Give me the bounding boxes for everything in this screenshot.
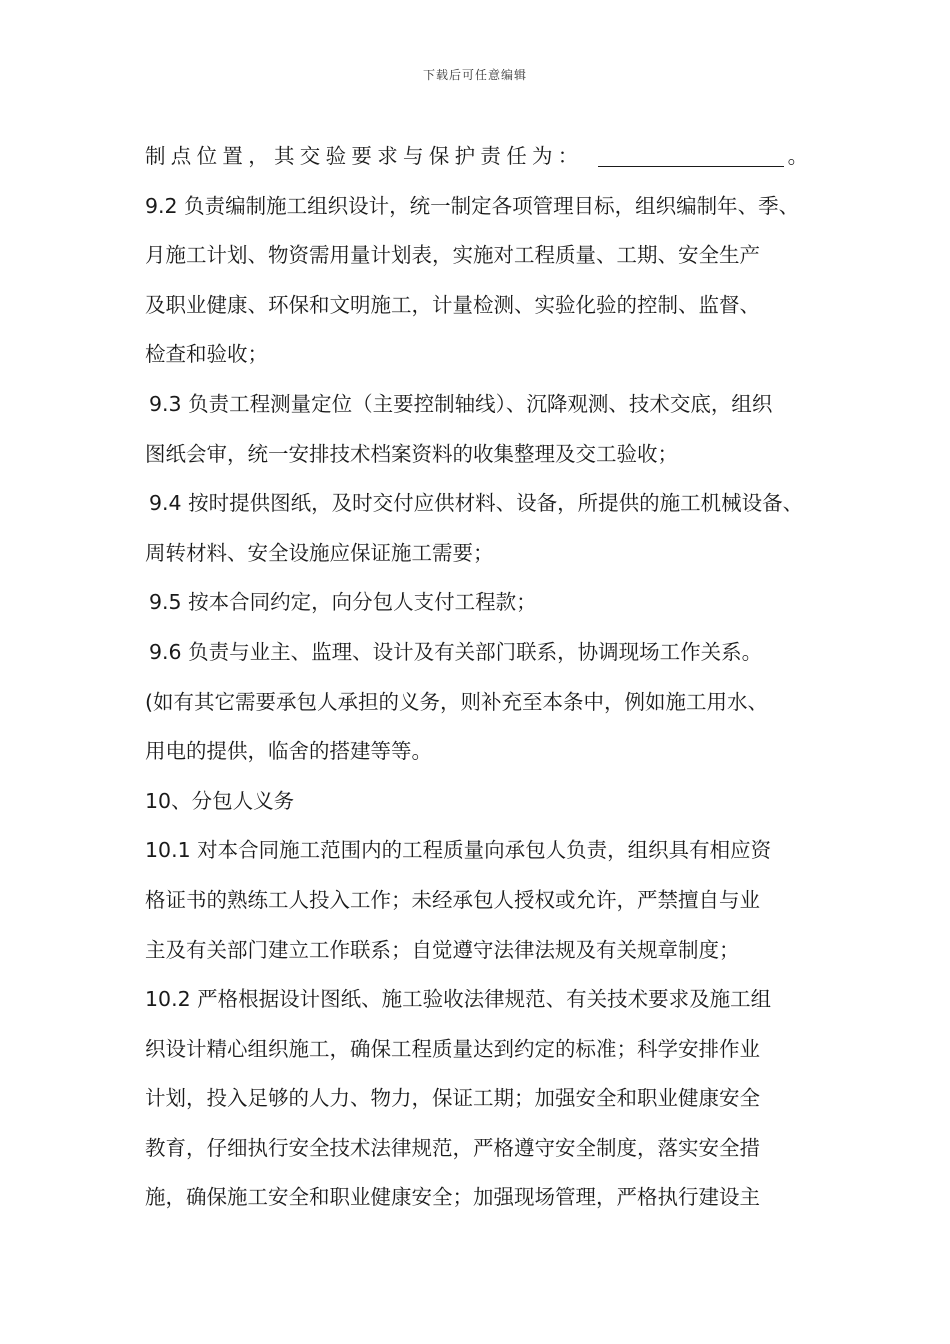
text-line-19: 织设计精心组织施工，确保工程质量达到约定的标准；科学安排作业 <box>145 1036 760 1061</box>
page-header: 下载后可任意编辑 <box>422 68 527 82</box>
text-line-21: 教育，仔细执行安全技术法律规范，严格遵守安全制度，落实安全措 <box>145 1135 760 1160</box>
text-line-15: 10.1 对本合同施工范围内的工程质量向承包人负责，组织具有相应资 <box>145 838 772 863</box>
text-line-16: 格证书的熟练工人投入工作；未经承包人授权或允许，严禁擅自与业 <box>145 887 760 912</box>
text-line-10: 9.5 按本合同约定，向分包人支付工程款； <box>149 590 537 615</box>
line-text: 制点位置，其交验要求与保护责任为： <box>145 144 584 168</box>
text-line-12: (如有其它需要承包人承担的义务，则补充至本条中，例如施工用水、 <box>145 689 768 714</box>
text-line-22: 施，确保施工安全和职业健康安全；加强现场管理，严格执行建设主 <box>145 1185 760 1210</box>
text-line-4: 及职业健康、环保和文明施工，计量检测、实验化验的控制、监督、 <box>145 292 760 317</box>
text-line-17: 主及有关部门建立工作联系；自觉遵守法律法规及有关规章制度； <box>145 937 740 962</box>
text-line-18: 10.2 严格根据设计图纸、施工验收法律规范、有关技术要求及施工组 <box>145 987 772 1012</box>
text-line-2: 9.2 负责编制施工组织设计，统一制定各项管理目标，组织编制年、季、 <box>145 193 800 218</box>
text-line-1 <box>145 132 857 182</box>
text-line-11: 9.6 负责与业主、监理、设计及有关部门联系，协调现场工作关系。 <box>149 639 763 664</box>
text-line-8: 9.4 按时提供图纸，及时交付应供材料、设备，所提供的施工机械设备、 <box>149 491 804 516</box>
text-line-3: 月施工计划、物资需用量计划表，实施对工程质量、工期、安全生产 <box>145 243 760 268</box>
section-heading: 10、分包人义务 <box>145 788 295 813</box>
text-line-7: 图纸会审，统一安排技术档案资料的收集整理及交工验收； <box>145 441 678 466</box>
text-line-9: 周转材料、安全设施应保证施工需要； <box>145 540 494 565</box>
text-line-5: 检查和验收； <box>145 342 268 367</box>
text-line-6: 9.3 负责工程测量定位（主要控制轴线）、沉降观测、技术交底，组织 <box>149 391 773 416</box>
fill-in-blank <box>598 144 784 167</box>
text-line-13: 用电的提供，临舍的搭建等等。 <box>145 739 432 764</box>
text-line-20: 计划，投入足够的人力、物力，保证工期；加强安全和职业健康安全 <box>145 1086 760 1111</box>
line-suffix: 。 <box>787 144 814 168</box>
document-body <box>145 132 857 1223</box>
